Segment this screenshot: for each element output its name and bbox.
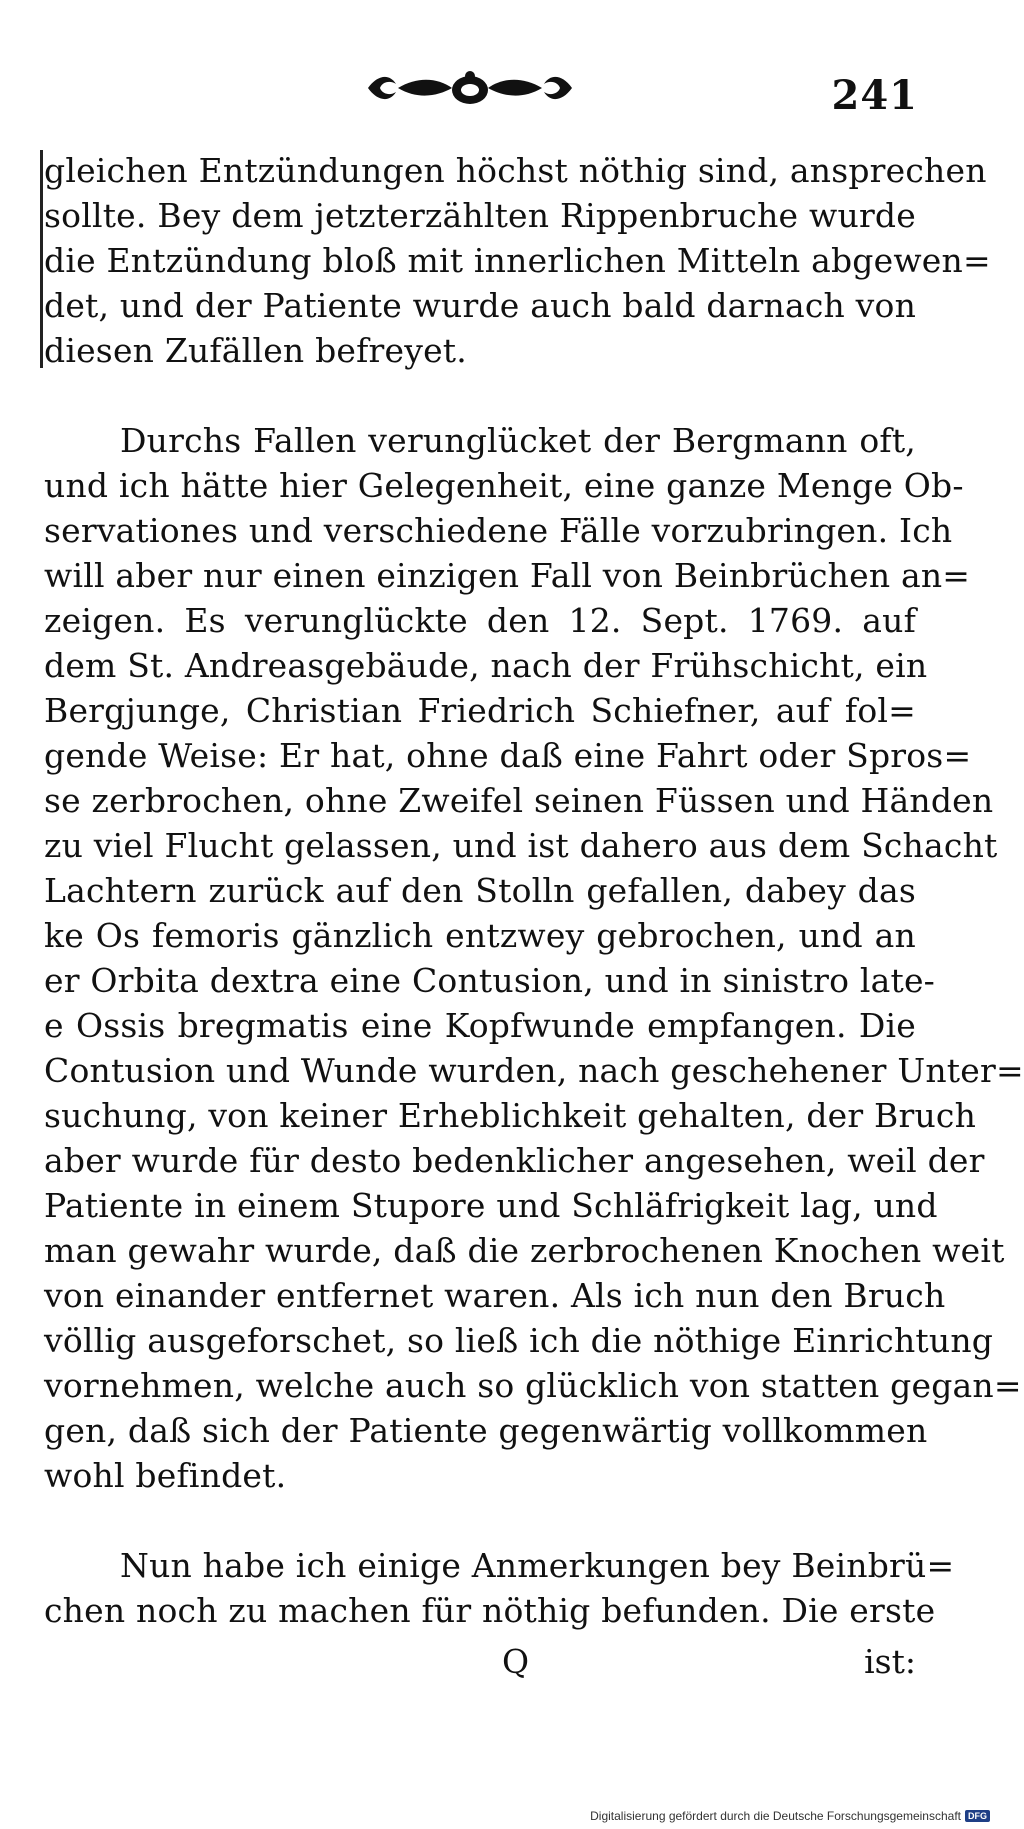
text-line: gende Weise: Er hat, ohne daß eine Fahrt oder Spros= bbox=[44, 736, 972, 775]
text-line: diesen Zufällen befreyet. bbox=[44, 331, 467, 370]
text-line: servationes und verschiedene Fälle vorzubringen. Ich bbox=[44, 511, 953, 550]
paragraph bbox=[44, 1543, 955, 1633]
text-line: aber wurde für desto bedenklicher angesehen, weil der bbox=[44, 1141, 985, 1180]
text-line: det, und der Patiente wurde auch bald darnach von bbox=[44, 286, 917, 325]
page-number: 241 bbox=[831, 72, 918, 119]
text-line: Lachtern zurück auf den Stolln gefallen, dabey das bbox=[44, 871, 916, 910]
paragraph-gap bbox=[44, 373, 916, 418]
signature-mark: Q bbox=[502, 1642, 530, 1681]
text-line: er Orbita dextra eine Contusion, und in sinistro late- bbox=[44, 961, 936, 1000]
text-line: will aber nur einen einzigen Fall von Beinbrüchen an= bbox=[44, 556, 971, 595]
text-line: e Ossis bregmatis eine Kopfwunde empfangen. Die bbox=[44, 1006, 916, 1045]
catch-line bbox=[44, 1638, 916, 1686]
digitization-footer bbox=[590, 1809, 990, 1823]
text-line: se zerbrochen, ohne Zweifel seinen Füssen und Händen bbox=[44, 781, 994, 820]
text-line: Patiente in einem Stupore und Schläfrigkeit lag, und bbox=[44, 1186, 938, 1225]
text-line: zeigen. Es verunglückte den 12. Sept. 1769. auf bbox=[44, 601, 916, 640]
text-line: man gewahr wurde, daß die zerbrochenen Knochen weit bbox=[44, 1231, 1005, 1270]
text-line: Durchs Fallen verunglücket der Bergmann oft, bbox=[120, 421, 916, 460]
paragraph bbox=[44, 148, 991, 373]
text-line: die Entzündung bloß mit innerlichen Mitteln abgewen= bbox=[44, 241, 991, 280]
text-line: ke Os femoris gänzlich entzwey gebrochen, und an bbox=[44, 916, 916, 955]
margin-rule bbox=[40, 150, 43, 368]
catchword: ist: bbox=[864, 1642, 916, 1681]
text-line: Bergjunge, Christian Friedrich Schiefner, auf fol= bbox=[44, 691, 916, 730]
text-line: Nun habe ich einige Anmerkungen bey Beinbrü= bbox=[120, 1546, 955, 1585]
text-line: wohl befindet. bbox=[44, 1456, 287, 1495]
text-line: Contusion und Wunde wurden, nach geschehener Unter= bbox=[44, 1051, 1024, 1090]
text-line: gleichen Entzündungen höchst nöthig sind, ansprechen bbox=[44, 151, 987, 190]
text-line: zu viel Flucht gelassen, und ist dahero aus dem Schacht bbox=[44, 826, 998, 865]
body-text bbox=[44, 148, 1024, 1633]
text-line: chen noch zu machen für nöthig befunden. Die erste bbox=[44, 1591, 936, 1630]
text-line: völlig ausgeforschet, so ließ ich die nöthige Einrichtung bbox=[44, 1321, 994, 1360]
text-line: gen, daß sich der Patiente gegenwärtig vollkommen bbox=[44, 1411, 928, 1450]
paragraph bbox=[44, 418, 1024, 1498]
ornament-headpiece bbox=[360, 66, 580, 110]
paragraph-gap bbox=[44, 1498, 916, 1543]
dfg-logo: DFG bbox=[965, 1810, 990, 1822]
text-line: von einander entfernet waren. Als ich nun den Bruch bbox=[44, 1276, 946, 1315]
text-line: und ich hätte hier Gelegenheit, eine ganze Menge Ob- bbox=[44, 466, 964, 505]
footer-text: Digitalisierung gefördert durch die Deutsche Forschungsgemeinschaft bbox=[590, 1809, 961, 1823]
text-line: suchung, von keiner Erheblichkeit gehalten, der Bruch bbox=[44, 1096, 977, 1135]
text-line: dem St. Andreasgebäude, nach der Frühschicht, ein bbox=[44, 646, 928, 685]
text-line: vornehmen, welche auch so glücklich von statten gegan= bbox=[44, 1366, 1022, 1405]
text-line: sollte. Bey dem jetzterzählten Rippenbruche wurde bbox=[44, 196, 916, 235]
